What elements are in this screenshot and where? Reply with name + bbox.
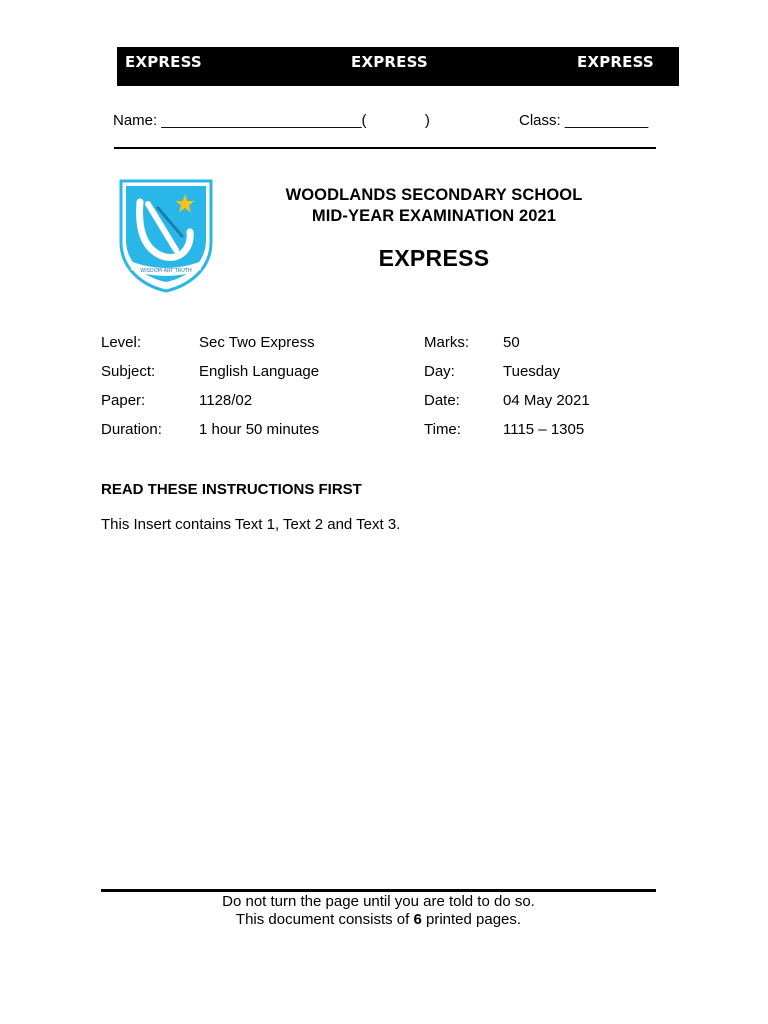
time-label: Time:	[424, 421, 461, 438]
exam-title: MID-YEAR EXAMINATION 2021	[311, 207, 557, 225]
marks-label: Marks:	[424, 334, 469, 351]
instructions-heading: READ THESE INSTRUCTIONS FIRST	[101, 481, 362, 498]
class-field-line: Class: __________	[519, 112, 649, 129]
date-value: 04 May 2021	[503, 392, 590, 409]
page-count-number: 6	[413, 911, 422, 928]
marks-value: 50	[503, 334, 520, 351]
crest-motto: WISDOM ART TRUTH	[140, 268, 192, 274]
level-value: Sec Two Express	[199, 334, 315, 351]
header-divider	[114, 147, 656, 149]
page-count-suffix: printed pages.	[421, 911, 522, 928]
duration-label: Duration:	[101, 421, 162, 438]
footer-divider	[101, 889, 656, 892]
stream-title: EXPRESS	[378, 245, 490, 271]
banner-center-label: EXPRESS	[351, 53, 428, 71]
time-value: 1115 – 1305	[503, 421, 585, 438]
banner-left-label: EXPRESS	[125, 53, 202, 71]
paper-label: Paper:	[101, 392, 146, 409]
express-banner	[117, 47, 679, 86]
footer-page-count	[101, 911, 656, 928]
day-label: Day:	[424, 363, 455, 380]
date-label: Date:	[424, 392, 460, 409]
footer-notice: Do not turn the page until you are told to do so.	[222, 893, 535, 910]
school-name: WOODLANDS SECONDARY SCHOOL	[285, 186, 583, 204]
school-crest-icon	[118, 178, 214, 294]
day-value: Tuesday	[503, 363, 560, 380]
page-count-prefix: This document consists of	[235, 911, 414, 928]
instructions-text: This Insert contains Text 1, Text 2 and Text 3.	[101, 516, 401, 533]
banner-right-label: EXPRESS	[577, 53, 654, 71]
name-field-line: Name: ________________________( )	[113, 112, 430, 129]
level-label: Level:	[101, 334, 142, 351]
subject-label: Subject:	[101, 363, 156, 380]
duration-value: 1 hour 50 minutes	[199, 421, 320, 438]
paper-value: 1128/02	[199, 392, 253, 409]
subject-value: English Language	[199, 363, 320, 380]
